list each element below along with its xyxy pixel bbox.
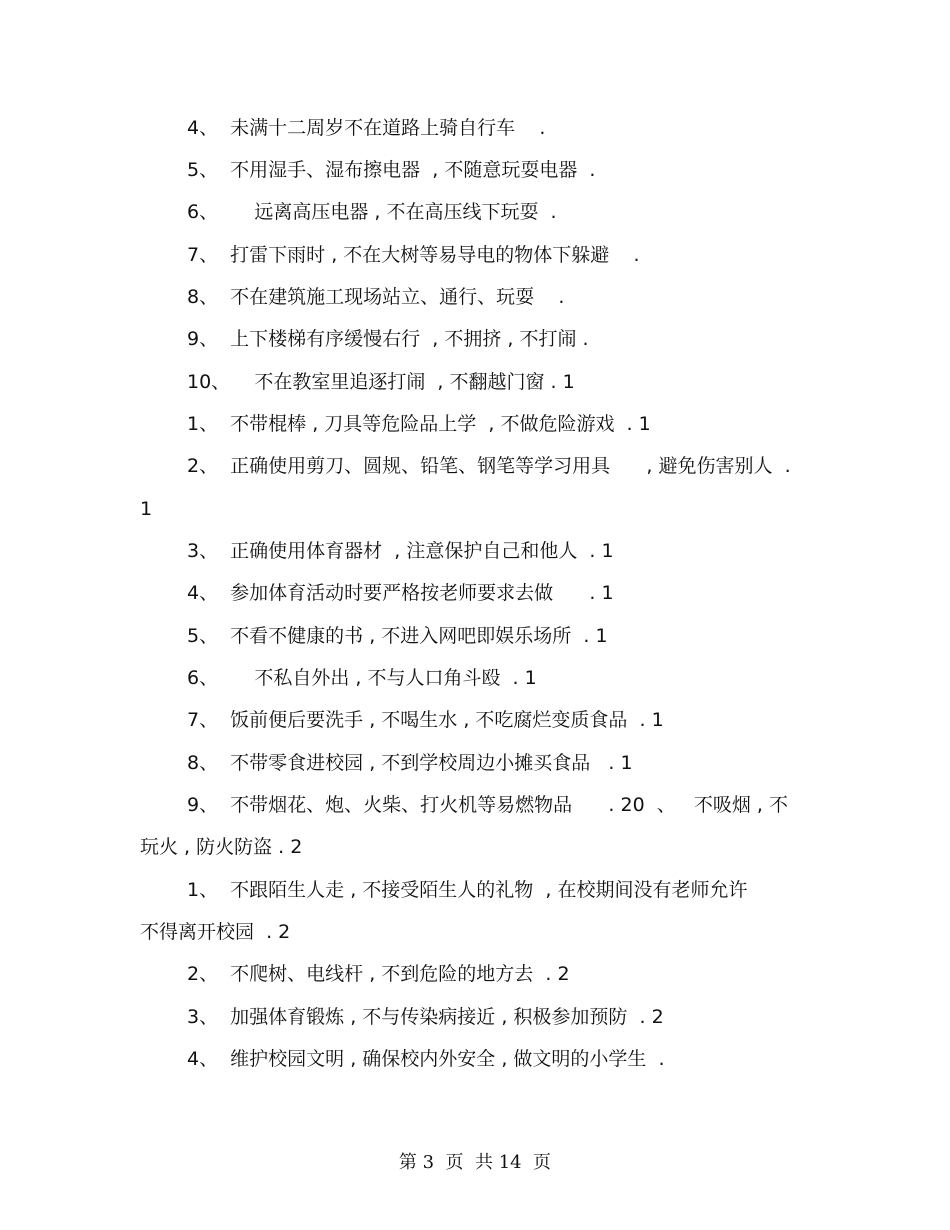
text-line: 1、 不带棍棒 , 刀具等危险品上学 , 不做危险游戏 . 1 — [187, 413, 651, 435]
page-number-footer: 第 3 页 共 14 页 — [398, 1152, 552, 1173]
text-line: 3、 加强体育锻炼 , 不与传染病接近 , 积极参加预防 . 2 — [187, 1006, 664, 1028]
text-line: 1、 不跟陌生人走 , 不接受陌生人的礼物 , 在校期间没有老师允许 — [187, 879, 748, 901]
text-line: 5、 不用湿手、湿布擦电器 , 不随意玩耍电器 . — [187, 159, 596, 181]
text-line: 2、 正确使用剪刀、圆规、铅笔、钢笔等学习用具 , 避免伤害别人 . — [187, 455, 791, 477]
text-line: 9、 上下楼梯有序缓慢右行 , 不拥挤 , 不打闹 . — [187, 328, 589, 350]
text-line: 4、 维护校园文明 , 确保校内外安全 , 做文明的小学生 . — [187, 1048, 665, 1070]
text-line: 9、 不带烟花、炮、火柴、打火机等易燃物品 . 20 、 不吸烟 , 不 — [187, 794, 788, 816]
text-line: 3、 正确使用体育器材 , 注意保护自己和他人 . 1 — [187, 540, 614, 562]
text-line: 7、 打雷下雨时 , 不在大树等易导电的物体下躲避 . — [187, 244, 640, 266]
text-line: 6、 远离高压电器 , 不在高压线下玩耍 . — [187, 201, 557, 223]
text-line: 玩火 , 防火防盗 . 2 — [140, 836, 303, 858]
text-line: 4、 参加体育活动时要严格按老师要求去做 . 1 — [187, 582, 614, 604]
text-line: 7、 饭前便后要洗手 , 不喝生水 , 不吃腐烂变质食品 . 1 — [187, 709, 664, 731]
text-line: 不得离开校园 . 2 — [140, 921, 291, 943]
text-line: 8、 不在建筑施工现场站立、通行、玩耍 . — [187, 286, 565, 308]
text-line: 8、 不带零食进校园 , 不到学校周边小摊买食品 . 1 — [187, 752, 633, 774]
text-line: 4、 未满十二周岁不在道路上骑自行车 . — [187, 117, 546, 139]
text-line: 10、 不在教室里追逐打闹 , 不翻越门窗 . 1 — [187, 371, 575, 393]
text-line: 5、 不看不健康的书 , 不进入网吧即娱乐场所 . 1 — [187, 625, 608, 647]
text-line: 2、 不爬树、电线杆 , 不到危险的地方去 . 2 — [187, 963, 570, 985]
text-line: 6、 不私自外出 , 不与人口角斗殴 . 1 — [187, 667, 537, 689]
text-line: 1 — [140, 498, 153, 520]
